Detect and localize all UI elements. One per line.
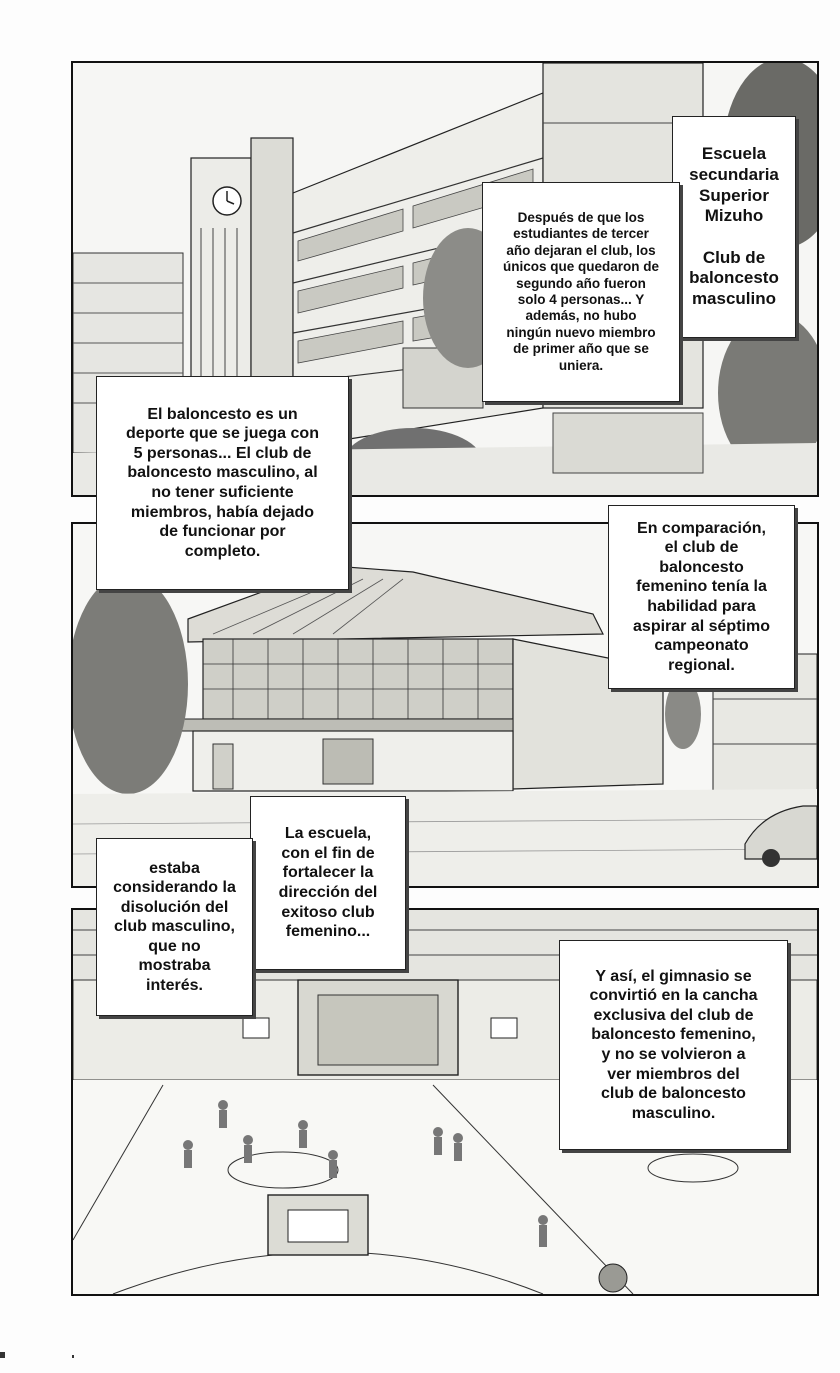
caption-school-intent [250,796,406,970]
scan-speck [0,1352,5,1358]
scan-speck [72,1355,74,1358]
caption-womens-club-text: En comparación, el club de baloncesto femenino tenía la habilidad para aspirar al séptimo campeonato regional. [633,519,770,674]
caption-dissolution [96,838,253,1016]
caption-school-name [672,116,796,338]
caption-five-players-text: El baloncesto es un deporte que se juega con 5 personas... El club de baloncesto masculino, al no tener suficiente miembros, había dejado de funcionar por completo. [126,405,319,560]
caption-dissolution-text: estaba considerando la disolución del club masculino, que no mostraba interés. [113,859,236,994]
caption-five-players [96,376,349,590]
caption-school-intent-text: La escuela, con el fin de fortalecer la dirección del exitoso club femenino... [278,825,378,941]
caption-third-year-members [482,182,680,402]
caption-school-name-text: Escuela secundaria Superior Mizuho Club de baloncesto masculino [689,144,779,309]
caption-womens-club [608,505,795,689]
caption-gym-exclusive-text: Y así, el gimnasio se convirtió en la cancha exclusiva del club de baloncesto femenino, y no se volvieron a ver miembros del club de baloncesto masculino. [589,967,758,1122]
caption-gym-exclusive [559,940,788,1150]
caption-third-year-members-text: Después de que los estudiantes de tercer año dejaran el club, los únicos que quedaron de segundo año fueron solo 4 personas... Y además, no hubo ningún nuevo miembro de primer año que se uniera. [502,209,659,373]
